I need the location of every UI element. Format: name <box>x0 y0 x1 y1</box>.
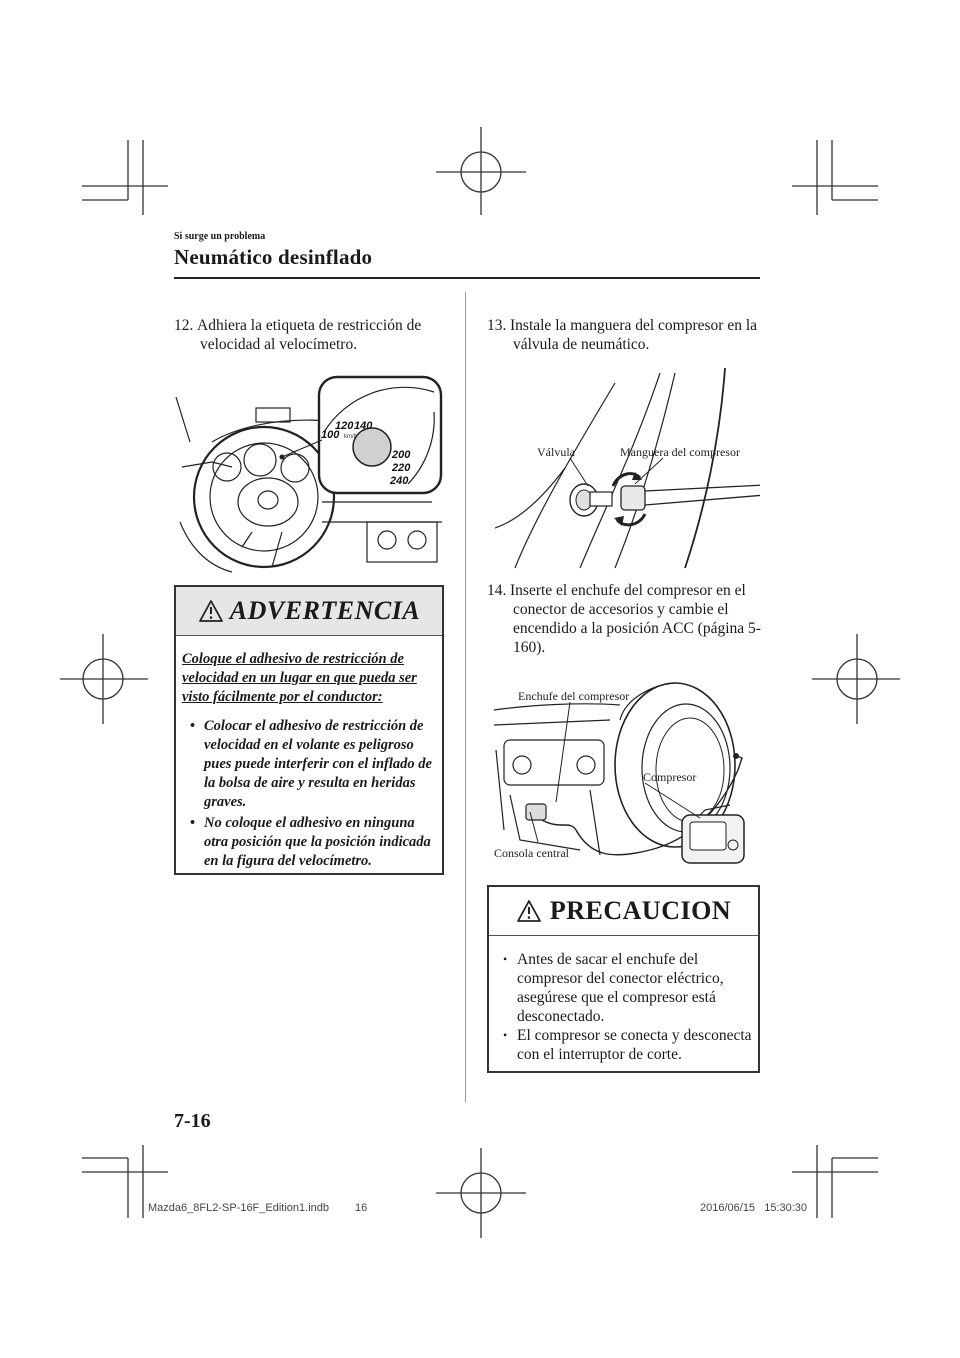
speed-mark-120: 120 <box>335 420 354 432</box>
caution-item: • El compresor se conecta y desconecta con el interruptor de corte. <box>503 1027 752 1063</box>
warning-triangle-icon <box>198 599 224 623</box>
speed-unit: km/h <box>344 434 358 440</box>
step-number: 14. <box>487 582 507 599</box>
hose-label: Manguera del compresor <box>620 445 740 459</box>
caution-title: PRECAUCION <box>549 896 732 925</box>
registration-mark-bottom <box>436 1148 526 1238</box>
step-12 <box>174 316 444 354</box>
warning-list <box>186 717 442 871</box>
speed-mark-200: 200 <box>392 449 411 461</box>
caution-item: • Antes de sacar el enchufe del compresor del conector eléctrico, asegúrese que el compresor está desconectado. <box>503 951 724 1025</box>
speedometer-illustration <box>172 372 444 580</box>
warning-item: • No coloque el adhesivo en ninguna otra posición que la posición indicada en la figura del velocímetro. <box>190 815 431 869</box>
speed-mark-240: 240 <box>390 475 409 487</box>
caution-box <box>487 885 760 1073</box>
speed-mark-100: 100 <box>321 429 340 441</box>
page-title: Neumático desinflado <box>174 245 373 269</box>
speed-mark-220: 220 <box>392 462 411 474</box>
caution-list <box>503 950 758 1064</box>
footer-file-name: Mazda6_8FL2-SP-16F_Edition1.indb <box>148 1202 330 1214</box>
warning-item: • Colocar el adhesivo de restricción de velocidad en el volante es peligroso pues puede interferir con el inflado de la bolsa de aire y resulta en heridas graves. <box>190 718 432 810</box>
crop-mark-top-right <box>792 140 878 215</box>
step-text: Adhiera la etiqueta de restricción de velocidad al velocímetro. <box>197 317 422 353</box>
valve-label: Válvula <box>537 445 575 459</box>
crop-mark-top-left <box>82 140 168 215</box>
step-number: 12. <box>174 317 194 334</box>
step-text: Instale la manguera del compresor en la válvula de neumático. <box>510 317 758 353</box>
speed-restriction-sticker <box>353 428 391 466</box>
footer-sheet-number: 16 <box>355 1202 368 1214</box>
plug-label: Enchufe del compresor <box>518 689 630 703</box>
section-label: Si surge un problema <box>174 231 266 242</box>
registration-mark-top <box>436 127 526 215</box>
warning-box <box>174 585 444 875</box>
registration-mark-left <box>60 634 148 724</box>
warning-triangle-icon <box>516 899 542 923</box>
step-number: 13. <box>487 317 507 334</box>
step-text: Inserte el enchufe del compresor en el conector de accesorios y cambie el encendido a la posición ACC (página 5-160). <box>510 582 761 656</box>
valve-illustration <box>495 368 760 573</box>
page-number: 7-16 <box>174 1110 211 1132</box>
registration-mark-right <box>812 634 900 724</box>
column-divider <box>465 292 466 1102</box>
warning-header <box>176 587 442 636</box>
compressor-illustration <box>490 680 762 870</box>
warning-title: ADVERTENCIA <box>229 596 421 625</box>
footer-timestamp: 2016/06/15 15:30:30 <box>700 1202 808 1214</box>
caution-header <box>489 887 758 936</box>
warning-lead: Coloque el adhesivo de restricción de velocidad en un lugar en que pueda ser visto fácilmente por el conductor: <box>182 651 417 705</box>
speed-mark-140: 140 <box>354 420 373 432</box>
console-label: Consola central <box>494 846 569 860</box>
step-13 <box>487 316 762 354</box>
compressor-label: Compresor <box>643 770 697 784</box>
title-rule <box>174 277 760 279</box>
step-14 <box>487 581 762 657</box>
